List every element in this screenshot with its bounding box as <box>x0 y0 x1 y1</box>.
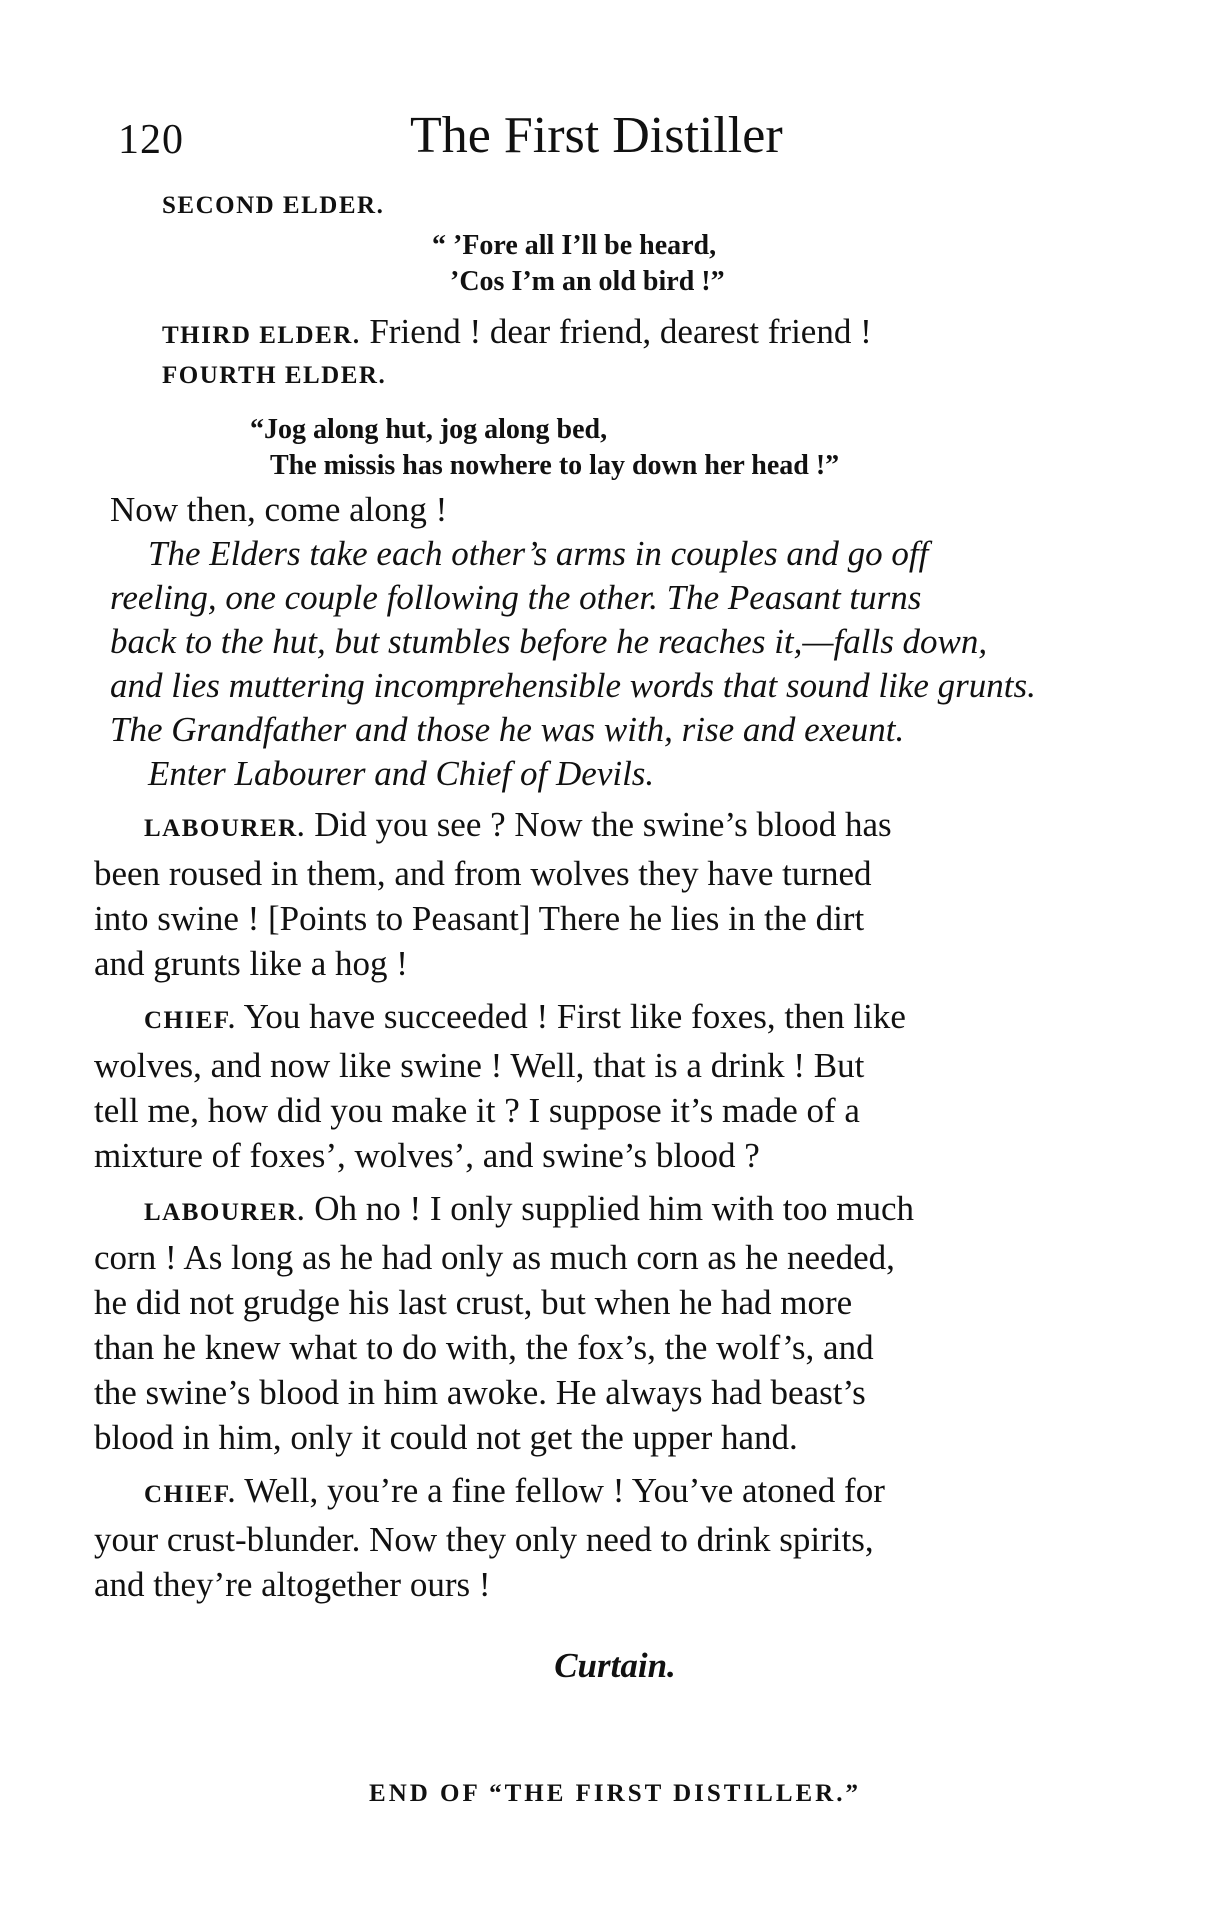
running-title: The First Distiller <box>410 107 783 164</box>
end-note: END OF “THE FIRST DISTILLER.” <box>369 1780 861 1807</box>
speech-line: CHIEF. You have succeeded ! First like foxes, then like <box>144 997 906 1036</box>
speaker-chief: CHIEF. <box>144 1481 237 1508</box>
speaker-chief: CHIEF. <box>144 1007 237 1034</box>
speech-line: the swine’s blood in him awoke. He always had beast’s <box>94 1373 866 1412</box>
third-elder-line <box>162 310 1104 358</box>
page-header <box>118 106 1118 186</box>
speech-labourer <box>94 802 1104 986</box>
stage-direction <box>94 532 1104 796</box>
page-number: 120 <box>118 117 184 163</box>
stage-line: reeling, one couple following the other. The Peasant turns <box>110 578 922 617</box>
speech-line: than he knew what to do with, the fox’s, the wolf’s, and <box>94 1328 874 1367</box>
speech-line: CHIEF. Well, you’re a fine fellow ! You’ve atoned for <box>144 1471 885 1510</box>
speech-chief <box>94 994 1104 1178</box>
stage-line: and lies muttering incomprehensible words that sound like grunts. <box>110 666 1036 705</box>
verse-line: “ ’Fore all I’ll be heard, <box>432 230 717 261</box>
speech-line: blood in him, only it could not get the upper hand. <box>94 1418 798 1457</box>
curtain-direction: Curtain. <box>554 1646 676 1685</box>
speech-line: LABOURER. Oh no ! I only supplied him with too much <box>144 1189 915 1228</box>
speaker-labourer: LABOURER. <box>144 815 306 842</box>
speech-line: wolves, and now like swine ! Well, that is a drink ! But <box>94 1046 865 1085</box>
speech-line: and they’re altogether ours ! <box>94 1565 491 1604</box>
stage-line: back to the hut, but stumbles before he reaches it,—falls down, <box>110 622 988 661</box>
speaker-third-elder: THIRD ELDER. <box>162 322 361 349</box>
speech-line: been roused in them, and from wolves they have turned <box>94 854 872 893</box>
verse-line: The missis has nowhere to lay down her head !” <box>270 450 840 481</box>
stage-line: The Elders take each other’s arms in couples and go off <box>148 534 929 573</box>
speech-line: corn ! As long as he had only as much corn as he needed, <box>94 1238 895 1277</box>
speaker-fourth-elder: FOURTH ELDER. <box>162 362 387 389</box>
speech-line: LABOURER. Did you see ? Now the swine’s blood has <box>144 805 892 844</box>
verse-line: ’Cos I’m an old bird !” <box>450 266 725 297</box>
speech-line: into swine ! [Points to Peasant] There he lies in the dirt <box>94 899 865 938</box>
speech-labourer <box>94 1186 1104 1460</box>
speech-line: tell me, how did you make it ? I suppose it’s made of a <box>94 1091 860 1130</box>
speaker-second-elder: SECOND ELDER. <box>162 192 385 219</box>
stage-line: The Grandfather and those he was with, rise and exeunt. <box>110 710 905 749</box>
speech-line: your crust-blunder. Now they only need to drink spirits, <box>94 1520 874 1559</box>
verse-line: “Jog along hut, jog along bed, <box>250 414 608 445</box>
speaker-labourer: LABOURER. <box>144 1199 306 1226</box>
speech-line: he did not grudge his last crust, but when he had more <box>94 1283 853 1322</box>
speech-chief <box>94 1468 1104 1607</box>
speech-line: and grunts like a hog ! <box>94 944 408 983</box>
page-body <box>94 184 1104 1607</box>
speech-line: mixture of foxes’, wolves’, and swine’s blood ? <box>94 1136 760 1175</box>
stage-line: Enter Labourer and Chief of Devils. <box>148 754 655 793</box>
third-elder-speech: Friend ! dear friend, dearest friend ! <box>369 312 872 351</box>
now-then-line: Now then, come along ! <box>110 490 448 529</box>
